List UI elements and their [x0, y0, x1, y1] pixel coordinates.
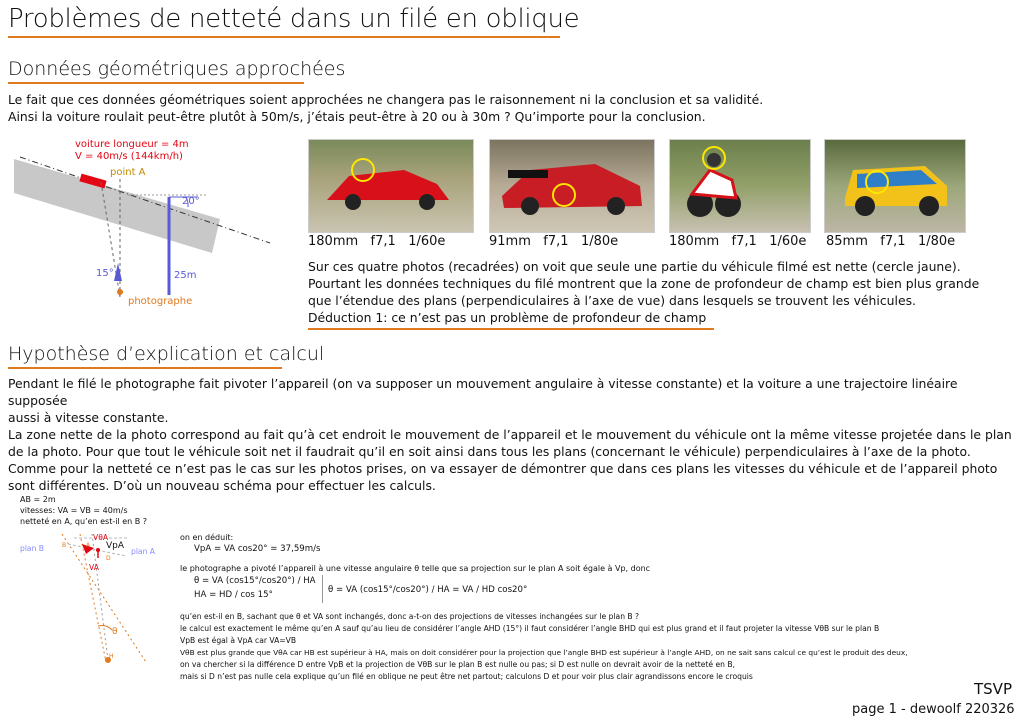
- photo-2: [489, 139, 655, 233]
- photo-4: [824, 139, 966, 233]
- photo-3-caption: [669, 234, 806, 249]
- section2-line: La zone nette de la photo correspond au fait qu’à cet endroit le mouvement de l’appareil et le mouvement du véhicule ont la même vitesse projetée dans le plan: [8, 427, 1012, 442]
- photo-1: [308, 139, 474, 233]
- section2-heading: Hypothèse d’explication et calcul: [8, 343, 325, 365]
- point-h-label: H: [109, 653, 114, 660]
- red-touring-car-icon: [490, 140, 654, 232]
- photographer-label: photographe: [128, 296, 193, 307]
- section2-line: aussi à vitesse constante.: [8, 410, 169, 425]
- vp-a-label: VpA: [106, 541, 125, 551]
- diagram1-specs: [75, 139, 189, 163]
- vtheta-a-label: VθA: [93, 533, 109, 542]
- angle20-label: 20°: [182, 196, 200, 207]
- blue-yellow-mini-icon: [825, 140, 965, 232]
- section2-line: sont différentes. D’où un nouveau schéma pour effectuer les calculs.: [8, 478, 436, 493]
- focal: 85mm: [826, 234, 868, 249]
- section2-underline: [8, 367, 282, 369]
- photo-text-line: Sur ces quatre photos (recadrées) on voit que seule une partie du véhicule filmé est nette (cercle jaune).: [308, 259, 961, 274]
- va-label: VA: [89, 563, 99, 572]
- section2-line: Pendant le filé le photographe fait pivoter l’appareil (on va supposer un mouvement angulaire à vitesse constante) et la voiture a une trajectoire linéaire supposée: [8, 376, 958, 408]
- section2-line: de la photo. Pour que tout le véhicule soit net il faudrait qu’il en soit ainsi dans tous les plans (concernant le véhicule) perpendiculaires à l’axe de la photo.: [8, 444, 971, 459]
- title-underline: [8, 36, 560, 38]
- page-title: Problèmes de netteté dans un filé en oblique: [8, 4, 580, 34]
- calc-divider: [322, 575, 323, 603]
- aperture: f7,1: [731, 234, 757, 249]
- calc-10: VθB est plus grande que VθA car HB est supérieur à HA, mais on doit considérer pour la projection que l’angle BHD est supérieur à l’angle AHD, on ne sait sans calcul ce qu’est le produit des deux,: [180, 648, 908, 657]
- photo-4-caption: [826, 234, 955, 249]
- section1-line: Ainsi la voiture roulait peut-être plutôt à 50m/s, j’étais peut-être à 20 ou à 30m ? Qu’importe pour la conclusion.: [8, 109, 706, 124]
- deduction-underline: [308, 328, 714, 330]
- speeds-label: vitesses: VA = VB = 40m/s: [20, 506, 128, 515]
- calc-5: HA = HD / cos 15°: [194, 590, 273, 600]
- calc-9: VpB est égal à VpA car VA=VB: [180, 636, 297, 645]
- point-a-label: point A: [110, 167, 146, 178]
- calc-11: on va chercher si la différence D entre VpB et la projection de VθB sur le plan B est nulle ou pas; si D est nulle on devrait avoir de la netteté en B,: [180, 660, 735, 669]
- calc-2: VpA = VA cos20° = 37,59m/s: [194, 544, 321, 554]
- angle15-label: 15°: [96, 268, 114, 279]
- photo-2-caption: [489, 234, 618, 249]
- brand-label: TSVP: [974, 680, 1012, 698]
- aperture: f7,1: [880, 234, 906, 249]
- calc-8: le calcul est exactement le même qu’en A sauf qu’au lieu de considérer l’angle AHD (15°) il faut considérer l’angle BHD qui est plus grand et il faut projeter la vitesse VθB sur le plan B: [180, 624, 880, 633]
- car-length-label: voiture longueur = 4m: [75, 139, 189, 150]
- motorcycle-icon: [670, 140, 810, 232]
- focal: 180mm: [669, 234, 720, 249]
- shutter: 1/60e: [408, 234, 446, 249]
- focal: 91mm: [489, 234, 531, 249]
- page-number: page 1 - dewoolf 220326: [852, 702, 1015, 717]
- photographer-dot: [117, 289, 123, 295]
- point-b-label: B: [62, 542, 67, 549]
- distance-label: 25m: [174, 270, 197, 281]
- section1-body: [8, 91, 1008, 125]
- plan-b-label: plan B: [20, 544, 45, 553]
- section2-body: [8, 375, 1018, 494]
- calc-1: on en déduit:: [180, 533, 234, 542]
- section1-line: Le fait que ces données géométriques soient approchées ne changera pas le raisonnement ni la conclusion et sa validité.: [8, 92, 764, 107]
- section2-line: Comme pour la netteté ce n’est pas le cas sur les photos prises, on va essayer de démontrer que dans ces plans les vitesses du véhicule et de l’appareil photo: [8, 461, 998, 476]
- photo-text-line: Pourtant les données techniques du filé montrent que la zone de profondeur de champ est bien plus grande: [308, 276, 980, 291]
- point-a-label: A: [86, 542, 91, 549]
- calc-3: le photographe a pivoté l’appareil à une vitesse angulaire θ telle que sa projection sur le plan A soit égale à Vp, donc: [180, 564, 651, 573]
- ab-label: AB = 2m: [20, 495, 56, 504]
- calc-12: mais si D n’est pas nulle cela explique qu’un filé en oblique ne peut être net partout; calculons D et pour voir plus clair agrandissons encore le croquis: [180, 672, 753, 681]
- photo-3: [669, 139, 811, 233]
- red-prototype-car-icon: [309, 140, 473, 232]
- aperture: f7,1: [370, 234, 396, 249]
- calc-6: θ = VA (cos15°/cos20°) / HA = VA / HD cos20°: [328, 585, 528, 595]
- shutter: 1/80e: [580, 234, 619, 249]
- calc-4: θ = VA (cos15°/cos20°) / HA: [194, 576, 316, 586]
- shutter: 1/60e: [769, 234, 807, 249]
- speed-label: V = 40m/s (144km/h): [75, 151, 183, 162]
- photo-1-caption: [308, 234, 445, 249]
- question-label: netteté en A, qu’en est-il en B ?: [20, 517, 148, 526]
- diagram2-givens: [20, 494, 147, 527]
- aperture: f7,1: [543, 234, 569, 249]
- photo-explanation: [308, 258, 1008, 326]
- section1-underline: [8, 82, 304, 84]
- calc-7: qu’en est-il en B, sachant que θ et VA sont inchangés, donc a-t-on des projections de vitesses inchangées sur le plan B ?: [180, 612, 640, 621]
- section1-heading: Données géométriques approchées: [8, 58, 346, 80]
- point-d-label: D: [106, 555, 111, 562]
- shutter: 1/80e: [917, 234, 956, 249]
- deduction-1: Déduction 1: ce n’est pas un problème de profondeur de champ: [308, 310, 707, 325]
- theta-label: θ: [112, 627, 118, 637]
- plan-a-label: plan A: [131, 547, 156, 556]
- focal: 180mm: [308, 234, 359, 249]
- photo-text-line: que l’étendue des plans (perpendiculaires à l’axe de vue) dans lesquels se trouvent les véhicules.: [308, 293, 916, 308]
